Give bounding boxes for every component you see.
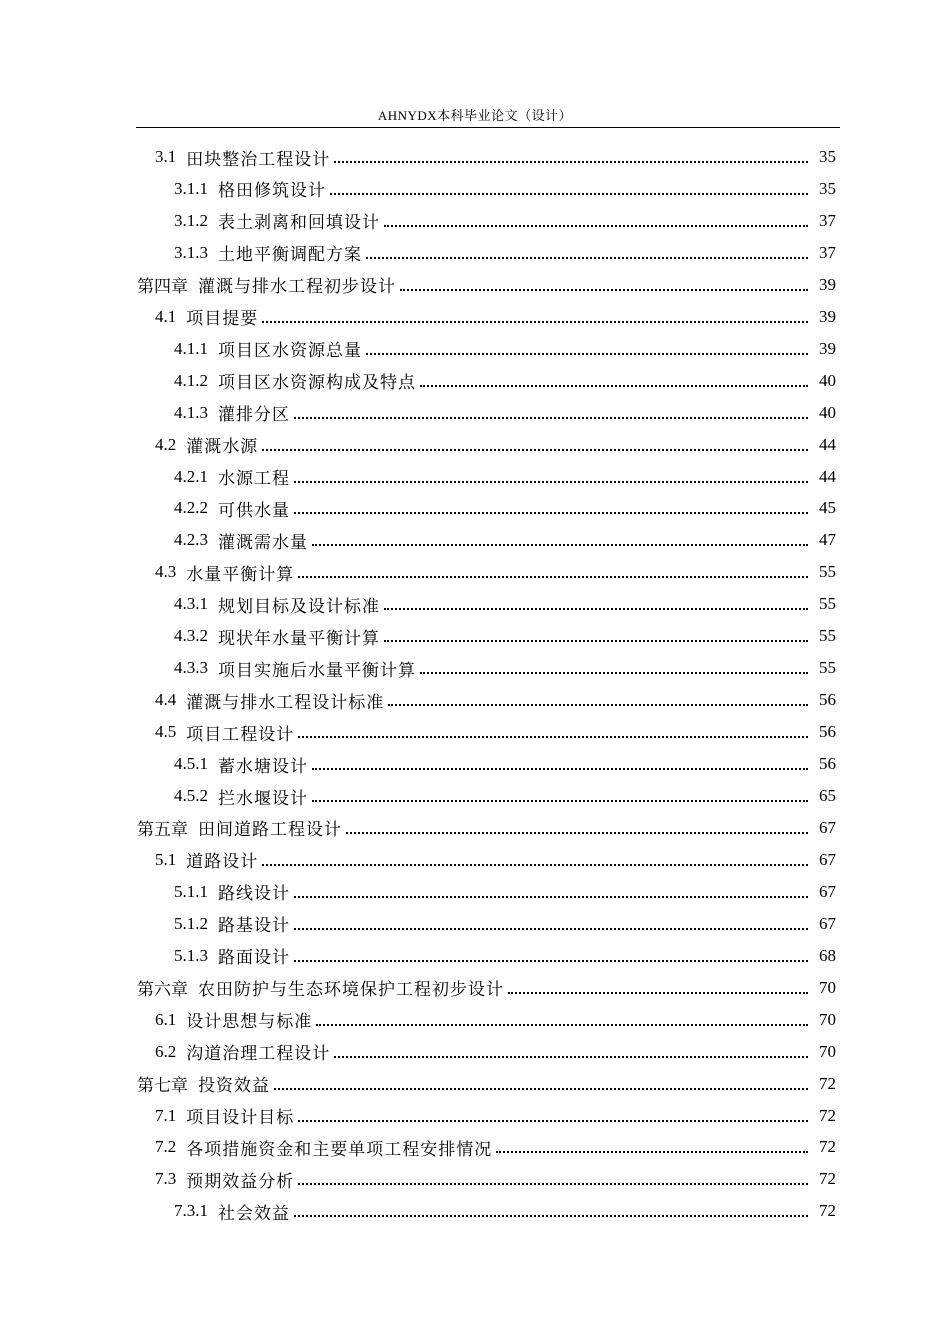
toc-dot-leader [400, 288, 808, 291]
toc-entry-number: 第五章 [137, 820, 188, 840]
toc-entry-title: 水源工程 [218, 469, 290, 489]
toc-entry-title: 预期效益分析 [186, 1171, 295, 1192]
toc-entry-page: 40 [819, 402, 836, 422]
toc-dot-leader [334, 160, 808, 163]
toc-entry-page: 45 [819, 498, 836, 518]
toc-entry-title: 现状年水量平衡计算 [218, 628, 380, 649]
toc-entry-page: 67 [819, 913, 836, 933]
toc-entry-page: 67 [819, 817, 836, 837]
toc-dot-leader [294, 927, 808, 930]
toc-entry-title: 投资效益 [198, 1076, 270, 1097]
toc-entry-number: 3.1.2 [174, 210, 208, 230]
toc-entry-title: 项目实施后水量平衡计算 [218, 660, 416, 681]
toc-entry[interactable] [174, 397, 836, 429]
toc-entry-page: 55 [819, 658, 836, 678]
toc-entry-title: 格田修筑设计 [218, 181, 326, 202]
toc-entry-number: 3.1.3 [174, 242, 208, 262]
toc-entry-number: 7.2 [155, 1137, 177, 1157]
toc-entry-page: 44 [819, 466, 836, 486]
toc-entry-number: 4.2.1 [174, 466, 208, 486]
toc-dot-leader [366, 256, 808, 259]
toc-entry-page: 68 [819, 945, 836, 965]
toc-dot-leader [496, 1150, 808, 1153]
toc-entry[interactable] [174, 237, 836, 269]
toc-entry[interactable] [174, 461, 836, 493]
toc-entry-page: 37 [819, 210, 836, 230]
toc-entry-title: 项目提要 [186, 309, 259, 330]
toc-entry-number: 第四章 [137, 277, 188, 297]
toc-dot-leader [298, 1119, 808, 1122]
toc-entry-number: 4.4 [155, 690, 177, 710]
toc-dot-leader [274, 1087, 808, 1090]
toc-entry-number: 5.1.1 [174, 881, 208, 901]
toc-entry[interactable] [155, 301, 836, 333]
toc-entry[interactable] [155, 141, 836, 173]
toc-entry-page: 55 [819, 594, 836, 614]
toc-entry-title: 农田防护与生态环境保护工程初步设计 [198, 980, 504, 1001]
toc-entry-title: 路基设计 [218, 916, 290, 937]
toc-entry-number: 4.2.3 [174, 530, 208, 550]
toc-entry[interactable] [174, 173, 836, 205]
toc-dot-leader [298, 735, 808, 738]
toc-dot-leader [420, 384, 808, 387]
toc-entry[interactable] [174, 1195, 836, 1227]
toc-entry-title: 土地平衡调配方案 [218, 245, 362, 266]
toc-entry-number: 4.1 [155, 306, 177, 326]
toc-entry-title: 设计思想与标准 [186, 1012, 313, 1033]
toc-entry[interactable] [174, 940, 836, 972]
toc-entry-number: 3.1 [155, 147, 177, 166]
toc-entry-number: 4.3.2 [174, 626, 208, 646]
toc-dot-leader [262, 448, 808, 451]
toc-entry[interactable] [174, 492, 836, 524]
toc-entry-number: 4.3.1 [174, 594, 208, 614]
toc-entry-number: 第七章 [137, 1076, 188, 1096]
toc-dot-leader [298, 575, 808, 578]
toc-entry[interactable] [137, 1068, 836, 1100]
toc-dot-leader [334, 1055, 808, 1058]
toc-dot-leader [384, 639, 808, 642]
toc-entry[interactable] [174, 205, 836, 237]
toc-entry[interactable] [137, 812, 836, 844]
toc-entry-number: 4.5.2 [174, 786, 208, 805]
toc-entry-number: 4.5 [155, 722, 177, 742]
toc-entry-title: 可供水量 [218, 500, 290, 521]
toc-entry-title: 规划目标及设计标准 [218, 596, 380, 617]
toc-dot-leader [330, 192, 808, 195]
toc-entry[interactable] [155, 556, 836, 588]
toc-entry-number: 4.2.2 [174, 498, 208, 518]
toc-entry-page: 35 [819, 178, 836, 198]
toc-dot-leader [294, 416, 808, 419]
toc-entry-title: 拦水堰设计 [218, 788, 308, 809]
toc-entry-number: 7.1 [155, 1105, 177, 1125]
toc-entry[interactable] [174, 620, 836, 652]
toc-entry-page: 55 [819, 626, 836, 646]
toc-entry-number: 4.3 [155, 562, 177, 582]
toc-entry-title: 沟道治理工程设计 [186, 1044, 331, 1065]
toc-entry[interactable] [174, 876, 836, 908]
toc-entry-title: 灌溉与排水工程设计标准 [186, 692, 385, 713]
toc-entry[interactable] [174, 333, 836, 365]
toc-entry-page: 72 [819, 1105, 836, 1125]
toc-entry[interactable] [137, 972, 836, 1004]
toc-entry[interactable] [155, 1131, 836, 1163]
toc-entry-page: 35 [819, 147, 836, 166]
toc-entry[interactable] [174, 780, 836, 812]
toc-entry-title: 灌排分区 [218, 405, 290, 426]
toc-entry[interactable] [155, 1036, 836, 1068]
toc-entry-title: 灌溉水源 [186, 437, 259, 458]
toc-entry-number: 4.1.3 [174, 402, 208, 422]
toc-entry-title: 道路设计 [186, 852, 259, 873]
toc-entry-number: 6.2 [155, 1041, 177, 1061]
toc-entry-title: 灌溉需水量 [218, 532, 308, 553]
toc-dot-leader [420, 671, 808, 674]
toc-entry-page: 56 [819, 690, 836, 710]
toc-entry[interactable] [174, 524, 836, 556]
toc-entry-page: 39 [819, 306, 836, 326]
toc-entry-page: 55 [819, 562, 836, 582]
toc-entry-number: 4.1.2 [174, 370, 208, 390]
toc-entry-page: 39 [819, 338, 836, 358]
toc-entry-number: 第六章 [137, 980, 188, 1000]
toc-entry-number: 5.1 [155, 849, 177, 869]
toc-entry-number: 7.3.1 [174, 1201, 208, 1221]
toc-entry-page: 70 [819, 1041, 836, 1061]
toc-entry-page: 72 [819, 1201, 836, 1221]
toc-dot-leader [294, 480, 808, 483]
toc-entry[interactable] [155, 1163, 836, 1195]
toc-dot-leader [366, 352, 808, 355]
toc-entry-title: 田间道路工程设计 [198, 820, 342, 841]
toc-entry-title: 田块整治工程设计 [186, 149, 331, 170]
toc-entry[interactable] [174, 748, 836, 780]
toc-entry[interactable] [155, 716, 836, 748]
toc-entry-title: 水量平衡计算 [186, 564, 295, 585]
toc-entry-page: 44 [819, 434, 836, 454]
toc-entry[interactable] [137, 269, 836, 301]
toc-entry-title: 灌溉与排水工程初步设计 [198, 277, 396, 298]
toc-entry-number: 5.1.2 [174, 913, 208, 933]
toc-entry[interactable] [174, 652, 836, 684]
toc-dot-leader [388, 703, 808, 706]
toc-entry-title: 项目区水资源总量 [218, 341, 362, 362]
toc-dot-leader [312, 543, 808, 546]
toc-entry-title: 社会效益 [218, 1203, 290, 1224]
toc-dot-leader [384, 607, 808, 610]
toc-dot-leader [294, 511, 808, 514]
toc-entry-page: 72 [819, 1137, 836, 1157]
toc-entry-page: 72 [819, 1073, 836, 1093]
toc-entry-page: 67 [819, 849, 836, 869]
toc-entry-number: 4.1.1 [174, 338, 208, 358]
toc-dot-leader [508, 991, 808, 994]
toc-dot-leader [294, 959, 808, 962]
toc-dot-leader [298, 1182, 808, 1185]
toc-entry-page: 70 [819, 1009, 836, 1029]
toc-entry-number: 7.3 [155, 1169, 177, 1189]
toc-entry[interactable] [174, 365, 836, 397]
toc-entry-page: 70 [819, 977, 836, 997]
toc-entry-title: 蓄水塘设计 [218, 756, 308, 777]
page-header: AHNYDX本科毕业论文（设计） [377, 108, 573, 123]
toc-dot-leader [294, 895, 808, 898]
toc-entry[interactable] [155, 429, 836, 461]
toc-entry-number: 4.3.3 [174, 658, 208, 678]
toc-entry[interactable] [155, 684, 836, 716]
toc-entry[interactable] [155, 844, 836, 876]
toc-entry-title: 路线设计 [218, 884, 290, 905]
toc-entry-page: 56 [819, 754, 836, 774]
toc-entry-title: 项目区水资源构成及特点 [218, 373, 416, 394]
toc-dot-leader [294, 1214, 808, 1217]
toc-entry[interactable] [155, 1004, 836, 1036]
toc-entry-page: 39 [819, 274, 836, 294]
toc-entry-page: 40 [819, 370, 836, 390]
toc-dot-leader [316, 1023, 808, 1026]
toc-entry-number: 3.1.1 [174, 178, 208, 198]
toc-entry-page: 56 [819, 722, 836, 742]
toc-entry[interactable] [174, 908, 836, 940]
toc-entry-page: 65 [819, 786, 836, 805]
toc-entry[interactable] [174, 588, 836, 620]
toc-entry-page: 67 [819, 881, 836, 901]
header-rule [136, 127, 840, 128]
toc-entry-title: 项目设计目标 [186, 1108, 295, 1128]
toc-dot-leader [346, 831, 808, 834]
toc-entry-page: 72 [819, 1169, 836, 1189]
toc-entry-title: 项目工程设计 [186, 724, 295, 745]
toc-entry-title: 表土剥离和回填设计 [218, 213, 380, 234]
toc-dot-leader [312, 767, 808, 770]
toc-entry-number: 5.1.3 [174, 945, 208, 965]
toc-dot-leader [384, 224, 808, 227]
toc-entry-page: 37 [819, 242, 836, 262]
toc-dot-leader [262, 863, 808, 866]
toc-dot-leader [312, 799, 808, 802]
toc-entry-page: 47 [819, 530, 836, 550]
toc-entry-number: 4.5.1 [174, 754, 208, 774]
toc-entry[interactable] [155, 1100, 836, 1132]
toc-dot-leader [262, 320, 808, 323]
toc-entry-number: 4.2 [155, 434, 177, 454]
toc-entry-title: 各项措施资金和主要单项工程安排情况 [186, 1139, 493, 1160]
toc-entry-title: 路面设计 [218, 948, 290, 969]
toc-entry-number: 6.1 [155, 1009, 177, 1029]
